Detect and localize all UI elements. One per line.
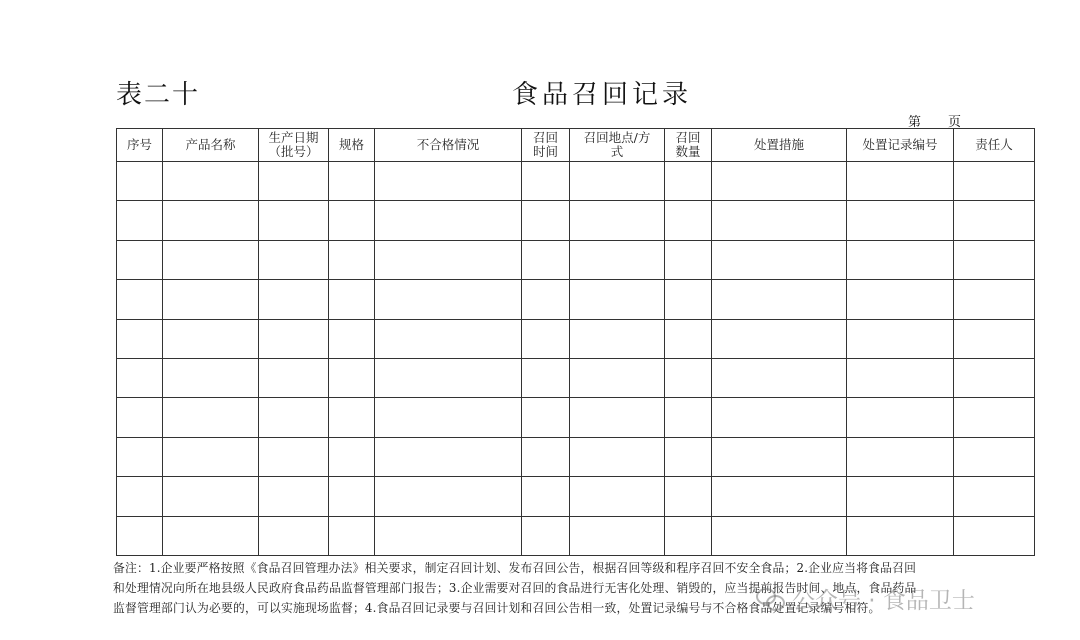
table-row [117, 280, 1035, 319]
table-cell[interactable] [570, 280, 665, 319]
table-cell[interactable] [570, 358, 665, 397]
table-cell[interactable] [712, 477, 847, 516]
table-cell[interactable] [570, 398, 665, 437]
table-cell[interactable] [329, 516, 375, 555]
table-cell[interactable] [259, 162, 329, 201]
table-cell[interactable] [259, 358, 329, 397]
table-cell[interactable] [954, 319, 1035, 358]
table-cell[interactable] [522, 319, 570, 358]
table-row [117, 358, 1035, 397]
table-cell[interactable] [329, 201, 375, 240]
table-cell[interactable] [954, 162, 1035, 201]
col-header-spec: 规格 [329, 129, 375, 162]
table-cell[interactable] [522, 240, 570, 279]
table-cell[interactable] [665, 280, 712, 319]
table-cell[interactable] [712, 162, 847, 201]
table-cell[interactable] [712, 516, 847, 555]
document-title: 食品召回记录 [512, 80, 693, 110]
table-cell[interactable] [117, 280, 163, 319]
table-cell[interactable] [117, 398, 163, 437]
watermark [756, 582, 975, 615]
table-cell[interactable] [522, 516, 570, 555]
table-cell[interactable] [522, 477, 570, 516]
table-cell[interactable] [847, 398, 954, 437]
table-cell[interactable] [259, 477, 329, 516]
table-cell[interactable] [163, 240, 259, 279]
table-cell[interactable] [954, 280, 1035, 319]
table-cell[interactable] [375, 240, 522, 279]
table-cell[interactable] [954, 477, 1035, 516]
table-cell[interactable] [117, 201, 163, 240]
page-suffix: 页 [948, 115, 963, 130]
table-cell[interactable] [954, 240, 1035, 279]
table-row [117, 516, 1035, 555]
table-cell[interactable] [570, 319, 665, 358]
table-cell[interactable] [712, 280, 847, 319]
table-cell[interactable] [117, 477, 163, 516]
table-cell[interactable] [954, 201, 1035, 240]
table-cell[interactable] [259, 398, 329, 437]
table-cell[interactable] [375, 398, 522, 437]
table-cell[interactable] [259, 240, 329, 279]
table-cell[interactable] [163, 162, 259, 201]
table-cell[interactable] [259, 319, 329, 358]
table-cell[interactable] [665, 437, 712, 476]
table-cell[interactable] [163, 437, 259, 476]
table-cell[interactable] [847, 240, 954, 279]
table-cell[interactable] [522, 398, 570, 437]
col-header-serial: 序号 [117, 129, 163, 162]
footnote-line: 和处理情况向所在地县级人民政府食品药品监督管理部门报告；3.企业需要对召回的食品进行无害化处理、销毁的，应当提前报告时间、地点，食品药品 [113, 581, 917, 595]
table-cell[interactable] [375, 319, 522, 358]
table-row [117, 437, 1035, 476]
table-cell[interactable] [847, 477, 954, 516]
table-cell[interactable] [375, 280, 522, 319]
table-cell[interactable] [329, 477, 375, 516]
table-cell[interactable] [329, 398, 375, 437]
table-row [117, 201, 1035, 240]
table-cell[interactable] [163, 358, 259, 397]
table-cell[interactable] [163, 319, 259, 358]
table-cell[interactable] [163, 398, 259, 437]
table-cell[interactable] [522, 201, 570, 240]
table-cell[interactable] [712, 201, 847, 240]
table-row [117, 398, 1035, 437]
table-cell[interactable] [117, 240, 163, 279]
watermark-text: 公众号 · 食品卫士 [792, 588, 975, 614]
table-cell[interactable] [522, 162, 570, 201]
table-cell[interactable] [665, 477, 712, 516]
page-prefix: 第 [908, 115, 923, 130]
table-cell[interactable] [329, 162, 375, 201]
col-header-recall-time: 召回 时间 [522, 129, 570, 162]
col-header-nonconformity: 不合格情况 [375, 129, 522, 162]
table-cell[interactable] [117, 437, 163, 476]
table-cell[interactable] [163, 477, 259, 516]
col-header-product-name: 产品名称 [163, 129, 259, 162]
table-row [117, 162, 1035, 201]
table-cell[interactable] [712, 358, 847, 397]
table-cell[interactable] [665, 162, 712, 201]
table-cell[interactable] [329, 358, 375, 397]
table-cell[interactable] [375, 162, 522, 201]
table-cell[interactable] [847, 162, 954, 201]
col-header-disposal-measures: 处置措施 [712, 129, 847, 162]
table-cell[interactable] [712, 319, 847, 358]
table-cell[interactable] [847, 437, 954, 476]
table-cell[interactable] [847, 516, 954, 555]
table-cell[interactable] [570, 516, 665, 555]
table-cell[interactable] [712, 437, 847, 476]
table-cell[interactable] [570, 477, 665, 516]
table-number: 表二十 [116, 80, 201, 110]
table-cell[interactable] [570, 201, 665, 240]
table-cell[interactable] [259, 280, 329, 319]
table-cell[interactable] [259, 201, 329, 240]
table-cell[interactable] [375, 516, 522, 555]
table-cell[interactable] [329, 280, 375, 319]
table-cell[interactable] [847, 319, 954, 358]
table-cell[interactable] [954, 358, 1035, 397]
table-cell[interactable] [259, 516, 329, 555]
table-cell[interactable] [712, 240, 847, 279]
table-cell[interactable] [329, 437, 375, 476]
table-cell[interactable] [375, 477, 522, 516]
table-cell[interactable] [847, 358, 954, 397]
table-cell[interactable] [117, 319, 163, 358]
col-header-responsible-person: 责任人 [954, 129, 1035, 162]
table-cell[interactable] [163, 516, 259, 555]
col-header-recall-quantity: 召回 数量 [665, 129, 712, 162]
table-cell[interactable] [375, 201, 522, 240]
table-cell[interactable] [847, 280, 954, 319]
footnote-line: 监督管理部门认为必要的，可以实施现场监督；4.食品召回记录要与召回计划和召回公告相一致，处置记录编号与不合格食品处置记录编号相符。 [113, 601, 881, 615]
table-cell[interactable] [954, 516, 1035, 555]
table-cell[interactable] [522, 358, 570, 397]
table-row [117, 240, 1035, 279]
col-header-recall-location: 召回地点/方 式 [570, 129, 665, 162]
table-cell[interactable] [522, 437, 570, 476]
table-cell[interactable] [665, 201, 712, 240]
table-cell[interactable] [954, 398, 1035, 437]
table-cell[interactable] [163, 201, 259, 240]
table-cell[interactable] [665, 398, 712, 437]
table-cell[interactable] [117, 358, 163, 397]
table-body [117, 162, 1035, 556]
table-cell[interactable] [522, 280, 570, 319]
table-cell[interactable] [117, 516, 163, 555]
col-header-production-date: 生产日期 （批号） [259, 129, 329, 162]
footnote-line: 备注：1.企业要严格按照《食品召回管理办法》相关要求，制定召回计划、发布召回公告，根据召回等级和程序召回不安全食品；2.企业应当将食品召回 [113, 561, 917, 575]
table-cell[interactable] [712, 398, 847, 437]
table-cell[interactable] [665, 516, 712, 555]
table-cell[interactable] [375, 358, 522, 397]
table-cell[interactable] [375, 437, 522, 476]
table-cell[interactable] [847, 201, 954, 240]
table-cell[interactable] [665, 358, 712, 397]
col-header-disposal-record-no: 处置记录编号 [847, 129, 954, 162]
table-row [117, 477, 1035, 516]
table-row [117, 319, 1035, 358]
table-cell[interactable] [570, 240, 665, 279]
table-cell[interactable] [259, 437, 329, 476]
table-cell[interactable] [954, 437, 1035, 476]
table-cell[interactable] [665, 319, 712, 358]
recall-record-table [116, 128, 1035, 556]
table-cell[interactable] [117, 162, 163, 201]
wechat-logo-icon [756, 586, 786, 612]
table-header-row [117, 129, 1035, 162]
table-cell[interactable] [329, 240, 375, 279]
table-cell[interactable] [329, 319, 375, 358]
table-cell[interactable] [665, 240, 712, 279]
table-cell[interactable] [570, 162, 665, 201]
table-cell[interactable] [570, 437, 665, 476]
table-cell[interactable] [163, 280, 259, 319]
